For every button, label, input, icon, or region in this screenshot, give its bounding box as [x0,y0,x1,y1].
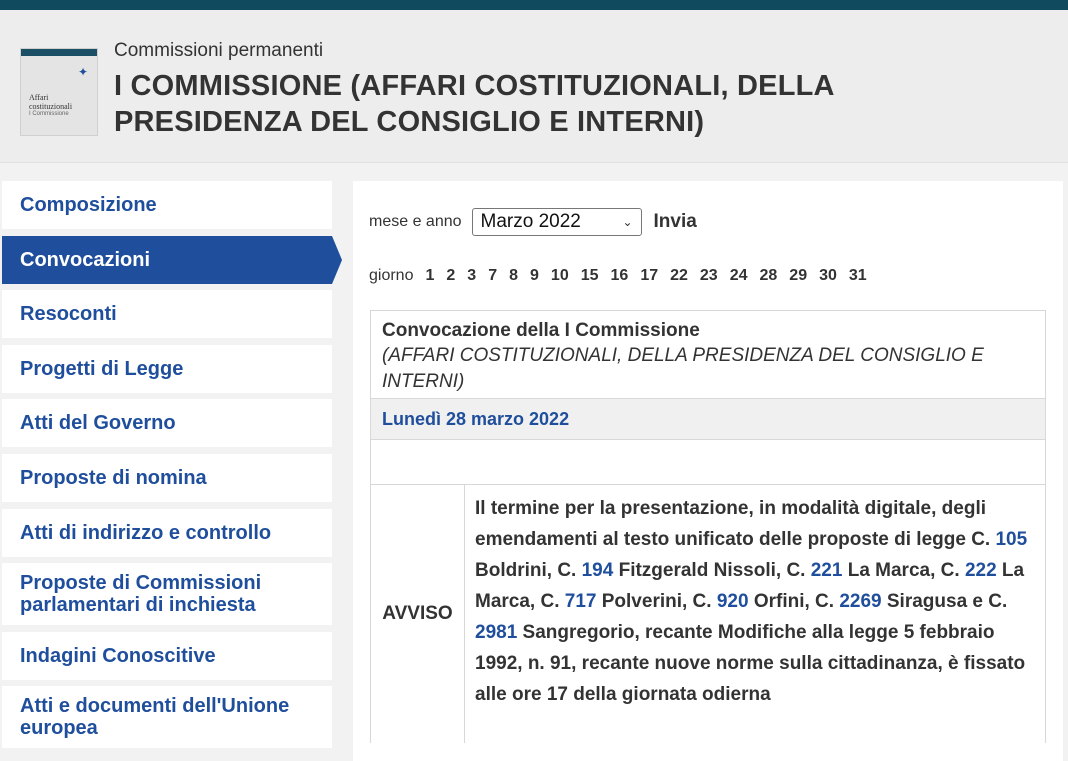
day-link[interactable]: 30 [819,267,837,284]
day-link[interactable]: 1 [425,267,435,284]
day-selector-label: giorno [369,267,414,284]
sidebar-item-resoconti[interactable]: Resoconti [2,290,332,338]
convocation-subheading: (AFFARI COSTITUZIONALI, DELLA PRESIDENZA DEL CONSIGLIO E INTERNI) [382,345,984,392]
bill-link[interactable]: 105 [995,529,1028,550]
day-link[interactable]: 10 [550,267,569,284]
bill-link[interactable]: 920 [716,591,749,612]
sidebar-nav [2,181,348,755]
bill-link[interactable]: 221 [810,560,843,581]
month-select[interactable]: Marzo 2022 ⌄ [472,208,642,236]
session-date: Lunedì 28 marzo 2022 [371,399,1045,440]
day-link[interactable]: 7 [488,267,498,284]
page-title: I COMMISSIONE (AFFARI COSTITUZIONALI, DELLA PRESIDENZA DEL CONSIGLIO E INTERNI) [114,70,835,138]
day-link[interactable]: 8 [509,267,519,284]
day-link[interactable]: 3 [467,267,477,284]
commission-logo[interactable] [20,48,98,136]
sidebar-item-atti-di-indirizzo[interactable]: Atti di indirizzo e controllo [2,509,332,557]
day-selector [369,267,879,285]
avviso-row [371,485,1045,743]
bill-link[interactable]: 222 [964,560,997,581]
sidebar-item-convocazioni[interactable]: Convocazioni [2,236,332,284]
convocation-card [370,310,1046,743]
day-link[interactable]: 28 [759,267,778,284]
day-link[interactable]: 23 [699,267,718,284]
chevron-down-icon: ⌄ [622,215,633,229]
logo-text: Affari costituzionali [29,93,73,111]
day-link[interactable]: 24 [729,267,748,284]
day-link[interactable]: 22 [670,267,688,284]
month-filter [369,208,697,236]
bill-link[interactable]: 2269 [839,591,882,612]
sidebar-item-atti-del-governo[interactable]: Atti del Governo [2,399,332,447]
emblem-icon: ✦ [77,65,89,79]
day-link[interactable]: 17 [640,267,659,284]
sidebar-item-unione-europea[interactable]: Atti e documenti dell'Unione europea [2,686,332,748]
bill-link[interactable]: 2981 [475,622,518,643]
logo-subtext: I Commissione [29,111,69,117]
day-link[interactable]: 29 [789,267,808,284]
logo-bar [21,49,97,56]
page-header [0,10,1068,163]
submit-button[interactable]: Invia [653,211,697,232]
day-link[interactable]: 16 [610,267,629,284]
day-link[interactable]: 2 [446,267,456,284]
bill-link[interactable]: 194 [581,560,614,581]
day-link[interactable]: 15 [580,267,599,284]
page-subtitle: Commissioni permanenti [114,40,324,61]
sidebar-item-progetti-di-legge[interactable]: Progetti di Legge [2,345,332,393]
sidebar-item-commissioni-inchiesta[interactable]: Proposte di Commissioni parlamentari di inchiesta [2,563,332,625]
convocation-heading: Convocazione della I Commissione [382,320,700,341]
avviso-text: Il termine per la presentazione, in modalità digitale, degli emendamenti al testo unificato delle proposte di legge C. 105 Boldrini, C. 194 Fitzgerald Nissoli, C. 221 La Marca, C. 222 La Marca, C. 717 Polverini, C. 920 Orfini, C. 2269 Siragusa e C. 2981 Sangregorio, recante Modifiche alla legge 5 febbraio 1992, n. 91, recante nuove norme sulla cittadinanza, è fissato alle ore 17 della giornata odierna [475,498,1028,705]
day-link[interactable]: 9 [530,267,539,284]
month-filter-label: mese e anno [369,213,462,230]
sidebar-item-indagini-conoscitive[interactable]: Indagini Conoscitive [2,632,332,680]
convocation-header [371,311,1045,399]
day-link[interactable]: 31 [848,267,867,284]
sidebar-item-composizione[interactable]: Composizione [2,181,332,229]
main-content [353,181,1063,761]
top-bar [0,0,1068,10]
empty-row [371,440,1045,485]
avviso-label: AVVISO [371,485,465,743]
bill-link[interactable]: 717 [564,591,597,612]
sidebar-item-proposte-di-nomina[interactable]: Proposte di nomina [2,454,332,502]
